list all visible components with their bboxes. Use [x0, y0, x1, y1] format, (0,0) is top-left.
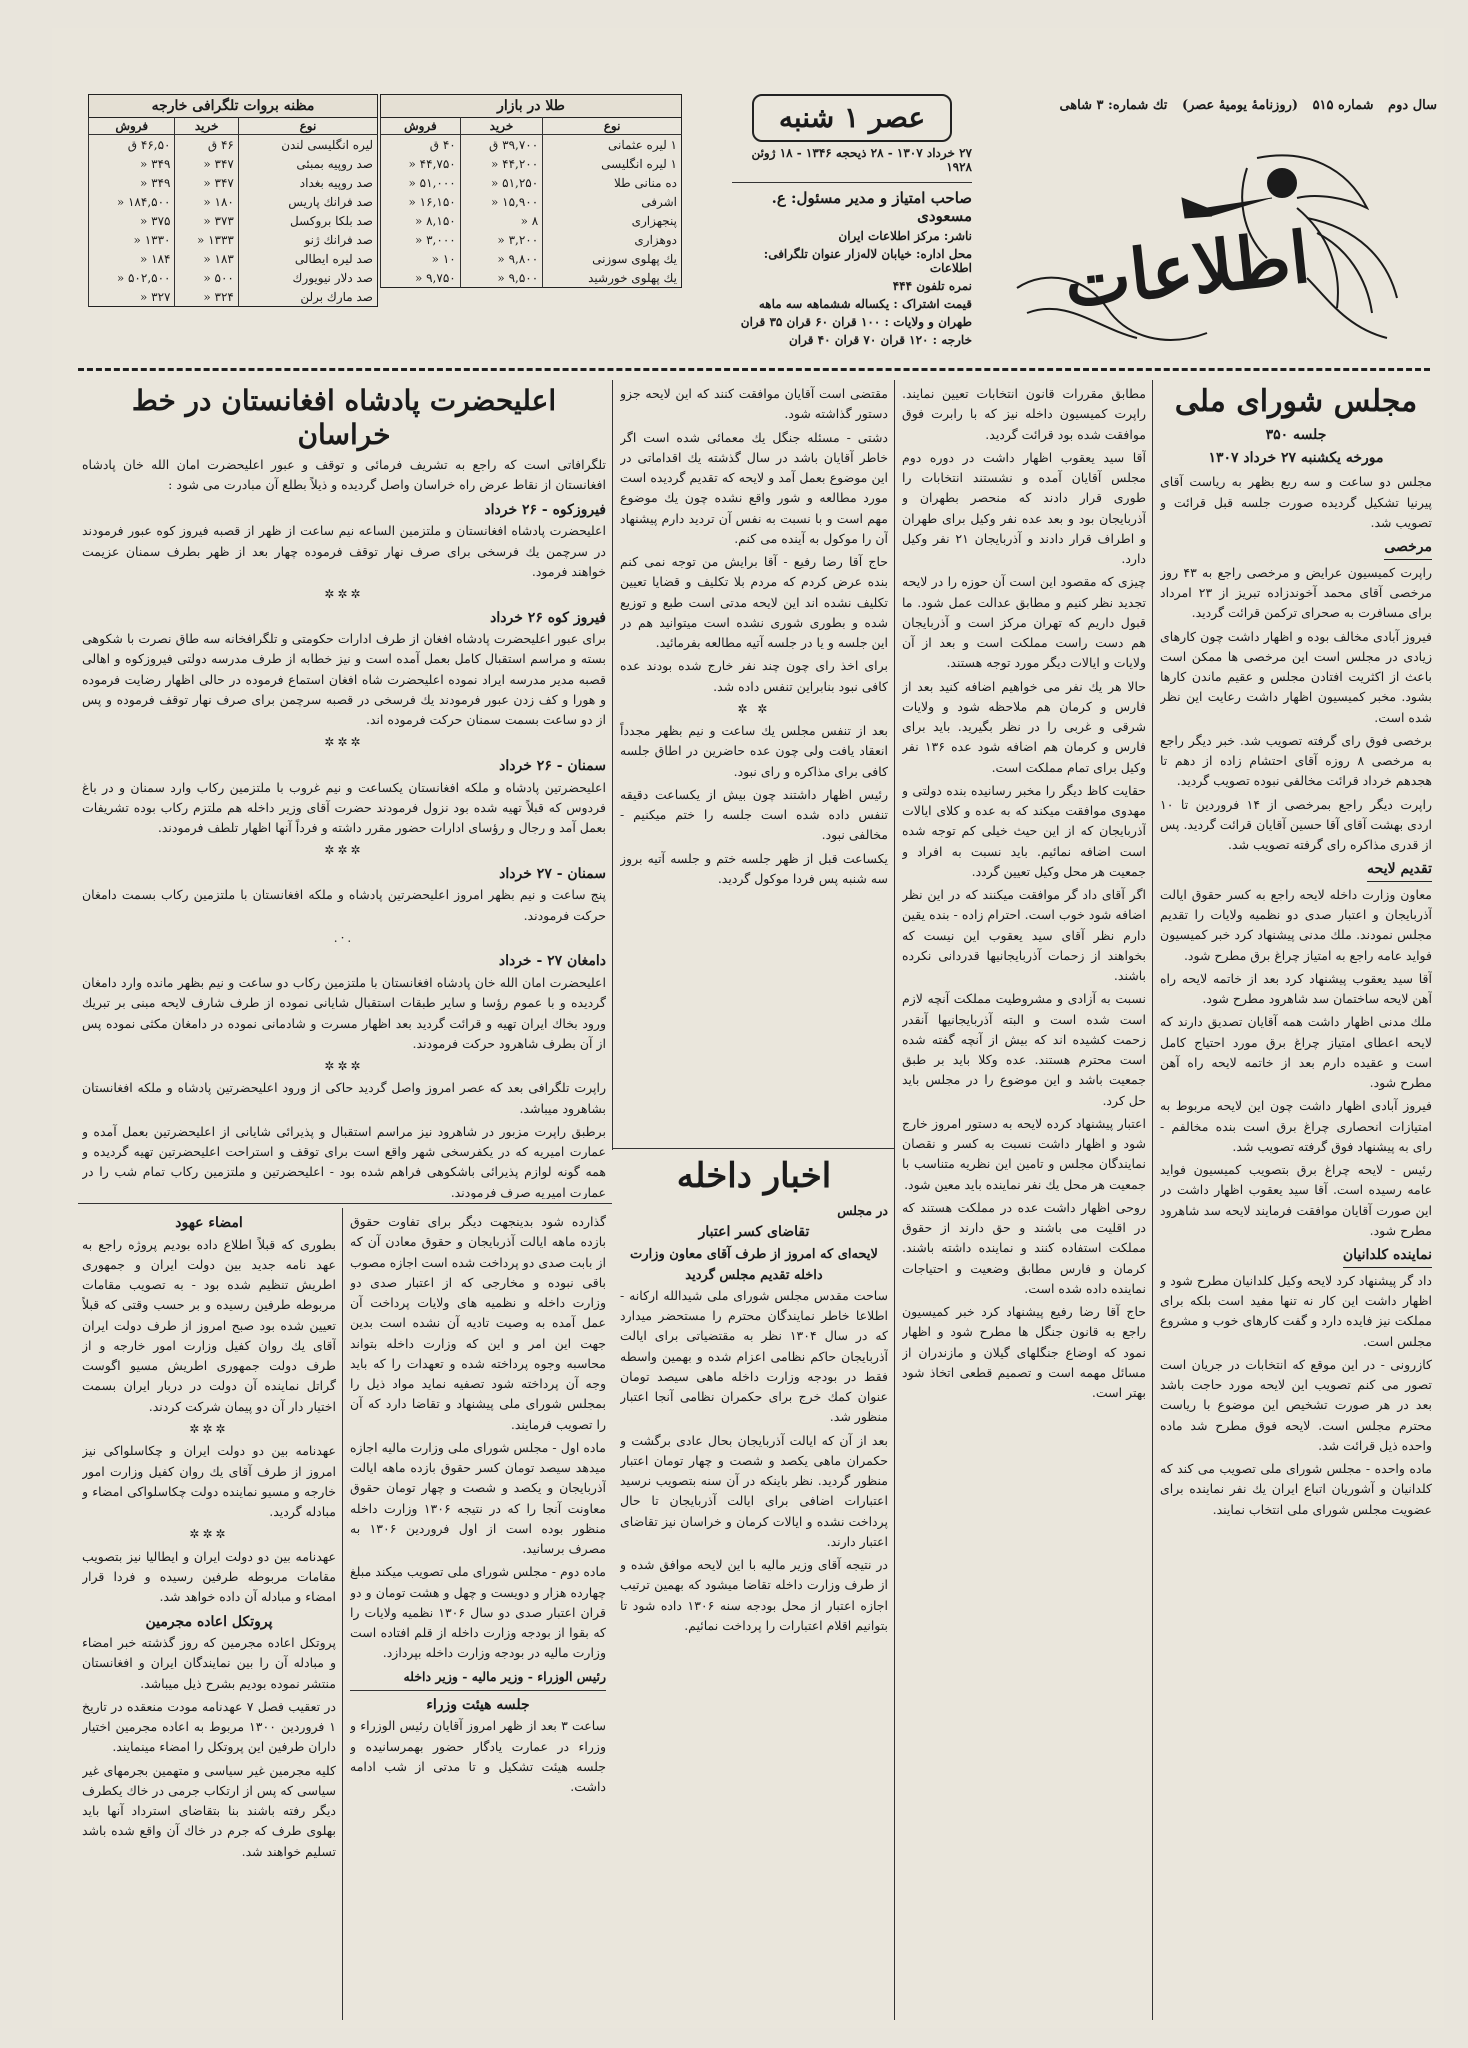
majlis-continued-column	[902, 384, 1146, 2024]
section-ornament: ✲✲✲	[189, 1421, 229, 1436]
exchange-cell-sell: ۳۴۹ «	[89, 173, 175, 192]
exchange-row	[89, 135, 378, 155]
publication-info	[732, 90, 972, 370]
column-rule-4	[342, 1208, 343, 2020]
treaties-column	[82, 1212, 336, 2022]
article-paragraph: برطبق راپرت مزبور در شاهرود نیز مراسم استقبال و پذیرائی شایانی از اعلیحضرتین بعمل آمده و عمارت امیریه که در یکفرسخی شهر واقع است برای توقف و استراحت اعلیحضرتین تهیه گردیده و همه گونه لوازم پذیرائی باشکوهی فراهم شده بود - اعلیحضرتین و ملتزمین رکاب تمام شب را در عمارت امیریه صرف فرمودند.	[82, 1123, 606, 1199]
majlis-bill-heading: تقدیم لایحه	[1367, 858, 1432, 882]
masthead-year: سال دوم	[1388, 98, 1437, 113]
news-item-title: تقاضای کسر اعتبار	[698, 1224, 810, 1241]
gold-cell-buy: ۸ «	[460, 211, 542, 230]
treaties-heading: امضاء عهود	[175, 1215, 243, 1231]
exchange-cell-type: صد روپیه بمبئی	[238, 154, 377, 173]
news-section-rule	[612, 1148, 894, 1149]
gold-cell-sell: ۵۱,۰۰۰ «	[381, 173, 461, 192]
section-ornament: ✲✲✲	[189, 1527, 229, 1542]
gold-row	[381, 230, 682, 249]
exchange-cell-sell: ۳۷۵ «	[89, 211, 175, 230]
bill-signature: رئیس الوزراء - وزیر مالیه - وزیر داخله	[403, 1668, 606, 1684]
exchange-cell-sell: ۳۴۹ «	[89, 154, 175, 173]
domestic-news-title: اخبار داخله	[676, 1156, 832, 1196]
masthead-logo: اطلاعات	[1060, 215, 1314, 324]
gold-cell-buy: ۴۴,۲۰۰ «	[460, 154, 542, 173]
domestic-news-column	[620, 1156, 888, 2022]
gold-cell-type: ۱ لیره عثمانی	[543, 135, 682, 155]
article-paragraph: اعلیحضرت پادشاه افغانستان و ملتزمین الساعه نیم ساعت از ظهر از قصبه فیروز کوه عبور فرمودند در سرچمن یك فرسخی برای صرف نهار توقف فرموده چهار بعد از ظهر بطرف سمنان عزیمت خواهند فرمود.	[82, 523, 606, 579]
majlis-session: جلسه ۳۵۰	[1265, 427, 1327, 443]
afghan-king-article	[82, 384, 606, 1199]
column-paragraph: مقتضی است آقایان موافقت کنند که این لایحه جزو دستور گذاشته شود.	[620, 386, 888, 422]
gold-row	[381, 268, 682, 288]
section-ornament: ✲✲✲	[324, 1059, 364, 1074]
exchange-cell-buy: ۳۴۷ «	[175, 173, 238, 192]
gold-cell-sell: ۳,۰۰۰ «	[381, 230, 461, 249]
majlis-leave-heading: مرخصی	[1384, 536, 1432, 560]
gold-table-caption: طلا در بازار	[380, 94, 682, 117]
gold-cell-type: اشرفی	[543, 192, 682, 211]
exchange-row	[89, 173, 378, 192]
exchange-cell-type: صد بلکا بروکسل	[238, 211, 377, 230]
column-paragraph: حقایت کاظ دیگر را مخبر رسانیده بنده دولتی و مهدوی موافقت میکند که به عده و کلای ایالات آذربایجان که از این حیث خیلی کم توجه شده است اضافه نمائیم. باید نسبت به افراد و جمعیت هر محل وکیل تعیین گردد.	[902, 782, 1146, 879]
column-paragraph: در نتیجه آقای وزیر مالیه با این لایحه موافق شده و از طرف وزارت داخله تقاضا میشود که بهمین ترتیب اجازه اعتبار از محل بودجه سنه ۱۳۰۶ داده شود تا بتوانیم اقلام اعتبارات را پرداخت نمائیم.	[620, 1557, 888, 1633]
exchange-row	[89, 249, 378, 268]
gold-cell-sell: ۹,۷۵۰ «	[381, 268, 461, 288]
gold-row	[381, 192, 682, 211]
exchange-row	[89, 211, 378, 230]
exchange-cell-type: صد روپیه بغداد	[238, 173, 377, 192]
exchange-cell-type: صد دلار نیویورك	[238, 268, 377, 287]
gold-cell-sell: ۴۰ ق	[381, 135, 461, 155]
majlis-paragraph: مجلس دو ساعت و سه ربع بظهر به ریاست آقای پیرنیا تشکیل گردیده صورت جلسه قبل قرائت و تصویب شد.	[1160, 474, 1432, 530]
bill-continued-column	[350, 1212, 606, 2022]
gold-price-table	[380, 94, 682, 288]
masthead-issue: شماره ۵۱۵	[1312, 98, 1374, 113]
gold-row	[381, 173, 682, 192]
article-paragraph: برای عبور اعلیحضرت پادشاه افغان از طرف ادارات حکومتی و تلگرافخانه سه طاق نصرت با شکوهی بسته و مراسم استقبال کامل بعمل آمده است و نیز خطابه از طرف مدرسه دولتی فیروزکوه و اهالی قصبه مدیر مدرسه ایراد نموده اعلیحضرت شاه افغان استماع فرموده در حالی اظهار رضایت فرموده و هورا و کف زدن عبور فرمودند یك فرسخی در قصبه سرچمن برای صرف نهار توقف فرموده و پس از دو ساعت بسمت سمنان حرکت فرموده اند.	[82, 631, 606, 728]
exchange-cell-buy: ۱۸۰ «	[175, 192, 238, 211]
gold-cell-buy: ۹,۸۰۰ «	[460, 249, 542, 268]
gold-cell-sell: ۱۶,۱۵۰ «	[381, 192, 461, 211]
dispatch-heading: سمنان - ۲۶ خرداد	[499, 757, 606, 774]
exchange-row	[89, 154, 378, 173]
masthead-price: تك شماره: ۳ شاهی	[1059, 98, 1168, 113]
gold-cell-buy: ۱۵,۹۰۰ «	[460, 192, 542, 211]
article-paragraph: اعلیحضرتین پادشاه و ملکه افغانستان یکساعت و نیم غروب با ملتزمین رکاب وارد سمنان و در باغ فردوس که قبلاً تهیه شده بود نزول فرمودند حضرت آقای وزیر داخله هم ملتزم رکاب بوده تشریفات بعمل آمد و رجال و رؤسای ادارات حضور مقرر داشته و فرداً آنها اظهار تلطف فرمودند.	[82, 779, 606, 836]
gold-row	[381, 135, 682, 155]
column-paragraph: نسبت به آزادی و مشروطیت مملکت آنچه لازم است شده است و البته آذربایجانیها آنقدر زحمت کشیده اند که بیش از آنچه گفته شده است محترم هستند. عده وکلا باید بر طبق جمعیت باشد و این موضوع را در مجلس باید حل کرد.	[902, 991, 1146, 1108]
column-paragraph: بعد از تنفس مجلس یك ساعت و نیم بظهر مجدداً انعقاد یافت ولی چون عده حاضرین در اطاق جلسه کافی برای مذاکره و رای نبود.	[620, 723, 888, 779]
majlis-paragraph: داد گر پیشنهاد کرد لایحه وکیل کلدانیان مطرح شود و اظهار داشت این کار نه تنها مفید است بلکه برای مملکت نیز فایده دارد و گفت کارهای خوب و مشروع مجلس است.	[1160, 1272, 1432, 1349]
column-paragraph: یکساعت قبل از ظهر جلسه ختم و جلسه آتیه بروز سه شنبه پس فردا موکول گردید.	[620, 850, 888, 886]
article-paragraph: راپرت تلگرافی بعد که عصر امروز واصل گردید حاکی از ورود اعلیحضرتین پادشاه و ملکه افغانستان بشاهرود میباشد.	[82, 1080, 606, 1116]
exchange-cell-sell: ۱۸۴ «	[89, 249, 175, 268]
office-line: محل اداره: خیابان لاله‌زار عنوان تلگرافی: اطلاعات	[763, 247, 972, 275]
exchange-cell-buy: ۳۴۷ «	[175, 154, 238, 173]
majlis-paragraph: ملك مدنی اظهار داشت همه آقایان تصدیق دارند که لایحه اعطای امتیاز چراغ برق مورد احتیاج کامل است و عقیده دارم بعد از خاتمه لایحه راه آهن مطرح شود.	[1160, 1014, 1432, 1091]
majlis-paragraph: فیروز آبادی مخالف بوده و اظهار داشت چون کارهای زیادی در مجلس است این مرخصی ها ممکن است باعث از اکثریت افتادن مجلس و عقیم ماندن کارها بشود. مخبر کمیسیون اظهار داشت رعایت این نظر شده است.	[1160, 628, 1432, 725]
gold-cell-type: پنجهزاری	[543, 211, 682, 230]
exchange-cell-buy: ۳۷۳ «	[175, 211, 238, 230]
column-paragraph: در تعقیب فصل ۷ عهدنامه مودت منعقده در تاریخ ۱ فروردین ۱۳۰۰ مربوط به اعاده مجرمین اختیار داران طرفین این پروتکل را امضاء مینمایند.	[82, 1698, 336, 1755]
subscription-row-2: خارجه : ۱۲۰ قران ۷۰ قران ۴۰ قران	[788, 333, 972, 347]
column-paragraph: چیزی که مقصود این است آن حوزه را در لایحه تجدید نظر کنیم و مطابق عدالت عمل شود. ما قبول داریم که تهران مرکز است و آذربایجان هم دست راست مملکت است و بعد از آن ولایات و ایالات دیگر مورد توجه هستند.	[902, 574, 1146, 671]
gold-cell-buy: ۹,۵۰۰ «	[460, 268, 542, 288]
section-ornament: .·.	[333, 930, 355, 945]
gold-cell-type: یك پهلوی خورشید	[543, 268, 682, 288]
column-paragraph: ساعت ۳ بعد از ظهر امروز آقایان رئیس الوزراء و وزراء در عمارت یادگار حضور بهمرسانیده و جلسه هیئت تشکیل و تا مدتی از شب ادامه داشت.	[350, 1718, 606, 1795]
majlis-paragraph: ماده واحده - مجلس شورای ملی تصویب می کند که کلدانیان و آشوریان اتباع ایران یك نفر نماینده برای عضویت مجلس شورای ملی انتخاب نمایند.	[1160, 1461, 1432, 1517]
gold-row	[381, 211, 682, 230]
column-rule-1	[1152, 380, 1153, 2020]
dispatch-heading: فیروز کوه ۲۶ خرداد	[490, 609, 606, 626]
dispatch-heading: دامغان ۲۷ - خرداد	[498, 953, 606, 970]
gold-cell-type: یك پهلوی سوزنی	[543, 249, 682, 268]
dispatch-heading: سمنان - ۲۷ خرداد	[499, 865, 606, 882]
exchange-table-caption: مظنه بروات تلگرافی خارجه	[88, 94, 378, 117]
column-paragraph: برای اخذ رای چون چند نفر خارج شده بودند عده کافی نبود بنابراین تنفس داده شد.	[620, 658, 888, 694]
majlis-paragraph: رئیس - لایحه چراغ برق بتصویب کمیسیون فواید عامه رسیده است. آقا سید یعقوب اظهار داشت در این صورت آقایان موافقت فرمایند لایحه سد شاهرود مطرح شود.	[1160, 1162, 1432, 1238]
column-paragraph: کلیه مجرمین غیر سیاسی و متهمین بجرمهای غیر سیاسی که پس از ارتکاب جرمی در خاك یکطرف دیگر رفته باشند بنا بتقاضای استرداد آنها باید بهلوی طرف که جرم در خاك آن واقع شده باشد تسلیم خواهند شد.	[82, 1762, 336, 1859]
column-paragraph: بعد از آن که ایالت آذربایجان بحال عادی برگشت و حکمران ماهی یکصد و شصت و چهار تومان اعتبار منظور گردید. نظر باینکه در آن سنه بتصویب نرسید اعتبارات اضافی برای ایالت آذربایجان تا حال پرداخت نشده و ایالات کرمان و خراسان نیز تقاضای اعتبار دارند.	[620, 1432, 888, 1549]
gold-cell-type: ۱ لیره انگلیسی	[543, 154, 682, 173]
section-ornament: ✲ ✲	[737, 701, 771, 716]
gold-cell-type: ده منانی طلا	[543, 173, 682, 192]
majlis-end-column	[620, 384, 888, 1144]
exchange-cell-sell: ۱۸۴,۵۰۰ «	[89, 192, 175, 211]
section-ornament: ✲✲✲	[324, 735, 364, 750]
exchange-cell-buy: ۱۳۳۳ «	[175, 230, 238, 249]
exchange-row	[89, 192, 378, 211]
column-paragraph: مطابق مقررات قانون انتخابات تعیین نمایند. راپرت کمیسیون داخله نیز که با رابرت فوق موافقت شده بود قرائت گردید.	[902, 386, 1146, 442]
majlis-title: مجلس شورای ملی	[1174, 384, 1418, 419]
column-rule-3	[612, 380, 613, 1150]
exchange-cell-type: صد فرانك ژنو	[238, 230, 377, 249]
column-paragraph: اگر آقای داد گر موافقت میکنند که در این نظر اضافه شود خوب است. احترام زاده - بنده یقین دارم نظر آقای سید یعقوب این نیست که بخواهند از زحمات آذربایجانیها قدردانی نکرده باشند.	[902, 887, 1146, 983]
majlis-column	[1160, 384, 1432, 2024]
gold-table-body	[381, 135, 682, 288]
exchange-cell-sell: ۱۳۳۰ «	[89, 230, 175, 249]
majlis-date: مورخه یکشنبه ۲۷ خرداد ۱۳۰۷	[1208, 449, 1384, 466]
exchange-cell-type: لیره انگلیسی لندن	[238, 135, 377, 155]
phone-line: نمره تلفون ۴۴۴	[892, 279, 972, 293]
column-paragraph: عهدنامه بین دو دولت ایران و ایطالیا نیز بتصویب مقامات مربوطه طرفین رسیده و فردا قرار امضاء و مبادله آن داده خواهد شد.	[82, 1548, 336, 1605]
masthead-info-line	[977, 98, 1437, 113]
column-rule-2	[894, 380, 895, 2020]
owner-line: صاحب امتیاز و مدیر مسئول: ع. مسعودی	[732, 182, 972, 225]
issue-date: ۲۷ خرداد ۱۳۰۷ - ۲۸ ذیحجه ۱۳۴۶ - ۱۸ ژوئن ۱۹۲۸	[751, 146, 972, 174]
exchange-cell-buy: ۴۶ ق	[175, 135, 238, 155]
gold-cell-sell: ۴۴,۷۵۰ «	[381, 154, 461, 173]
exchange-row	[89, 268, 378, 287]
gold-cell-type: دوهزاری	[543, 230, 682, 249]
protocol-heading: پروتکل اعاده مجرمین	[145, 1613, 273, 1630]
column-paragraph: اعتبار پیشنهاد کرده لایحه به دستور امروز خارج شود و اظهار داشت نسبت به کسر و نقصان نمایندگان مجلس و تامین این نظریه متناسب با جمعیت هر محل یك نفر نماینده باید معین شود.	[902, 1115, 1146, 1192]
exchange-rate-table	[88, 94, 378, 307]
majlis-paragraph: آقا سید یعقوب پیشنهاد کرد بعد از خاتمه لایحه راه آهن لایحه ساختمان سد شاهرود مطرح شود.	[1160, 970, 1432, 1007]
afghan-end-rule	[78, 1203, 612, 1204]
afghan-article-title: اعلیحضرت پادشاه افغانستان در خط خراسان	[131, 384, 557, 451]
exchange-cell-sell: ۴۶,۵۰ ق	[89, 135, 175, 155]
article-paragraph: تلگرافاتی است که راجع به تشریف فرمائی و توقف و عبور اعلیحضرت امان الله خان پادشاه افغانستان از نقاط عرض راه خراسان واصل گردیده و ذیلاً بطلع آن مبادرت می شود :	[82, 457, 606, 493]
publisher-line: ناشر: مرکز اطلاعات ایران	[838, 229, 972, 243]
column-paragraph: روحی اظهار داشت عده در مملکت هستند که در اقلیت می باشند و حق دارند از حقوق مملکت استفاده کنند و نماینده داشته باشند. کرمان و فارس مطابق وضعیت و احتیاجات نماینده داده شده است.	[902, 1199, 1146, 1296]
exchange-cell-sell: ۳۲۷ «	[89, 287, 175, 307]
gold-cell-buy: ۳,۲۰۰ «	[460, 230, 542, 249]
gold-header-sell: فروش	[381, 118, 461, 135]
masthead-rule	[78, 368, 1430, 371]
exchange-cell-buy: ۳۲۴ «	[175, 287, 238, 307]
exchange-cell-sell: ۵۰۲,۵۰۰ «	[89, 268, 175, 287]
column-paragraph: حاج آقا رضا رفیع - آقا برایش من توجه نمی کنم بنده عرض کردم که مردم بلا تکلیف و قضایا تعیین تکلیف نشده اند این لایحه مدتی است طبع و توزیع شده و بطوری شوری نشده است میتوانید هم در این جلسه و یا در جلسه آتیه مطالعه بفرمائید.	[620, 554, 888, 650]
dispatch-heading: فیروزکوه - ۲۶ خرداد	[484, 501, 606, 518]
exchange-header-type: نوع	[238, 118, 377, 135]
newspaper-sheet	[52, 28, 1444, 2028]
exchange-table-body	[89, 135, 378, 307]
column-paragraph: دشتی - مسئله جنگل یك معمائی شده است اگر خاطر آقایان باشد در سال گذشته یك اقداماتی در این موضوع بعمل آمد و لایحه که تقدیم گردیده است مورد مطالعه و شور واقع نشده چون یك موضوع مهم است و با نسبت به نفس آن تردید دارم پیشنهاد آن را موکول به آینده می کنم.	[620, 429, 888, 546]
article-paragraph: اعلیحضرت امان الله خان پادشاه افغانستان با ملتزمین رکاب دو ساعت و نیم بظهر مانده وارد دامغان گردیده و با عموم رؤسا و سایر طبقات استقبال شایانی نموده از طرف شارف لایحه مبنی بر تبریك ورود بخاك ایران تهیه و قرائت گردید بعد اظهار مسرت و شادمانی نموده در دامغان مکثی نموده پس از آن بطرف شاهرود حرکت فرمودند.	[82, 975, 606, 1051]
column-paragraph: عهدنامه بین دو دولت ایران و چکاسلواکی نیز امروز از طرف آقای یك روان کفیل وزارت امور خارجه و مسیو نماینده دولت چکاسلواکی امضاء و مبادله گردید.	[82, 1443, 336, 1520]
gold-cell-buy: ۵۱,۲۵۰ «	[460, 173, 542, 192]
section-ornament: ✲✲✲	[324, 587, 364, 602]
majlis-paragraph: راپرت کمیسیون عرایض و مرخصی راجع به ۴۳ روز مرخصی آقای محمد آخوندزاده تبریز از ۲۳ امرداد برای مسافرت به صحرای ترکمن قرائت گردید.	[1160, 564, 1432, 621]
column-paragraph: پروتکل اعاده مجرمین که روز گذشته خبر امضاء و مبادله آن را بین نمایندگان ایران و افغانستان منتشر نموده بودیم بشرح ذیل میباشد.	[82, 1635, 336, 1691]
column-paragraph: ساحت مقدس مجلس شورای ملی شیدالله ارکانه - اطلاعا خاطر نمایندگان محترم را مستحضر میدارد که در سال ۱۳۰۴ نظر به مقتضیاتی برای ایالت آذربایجان حاکم نظامی اعزام شده و بهمین واسطه فقط در بودجه وزارت داخله ماهی سیصد تومان عنوان کمك خرج برای حکمران نظامی آنجا اعتبار منظور شد.	[620, 1287, 888, 1425]
day-box: عصر ۱ شنبه	[752, 94, 952, 142]
majlis-paragraph: کازرونی - در این موقع که انتخابات در جریان است تصور می کنم تصویب این لایحه مورد حاجت باشد بعد در هر صورت تشخیص این موضوع با ریاست محترم مجلس است. لایحه فوق مطرح شد ماده واحده ذیل قرائت شد.	[1160, 1356, 1432, 1453]
column-paragraph: بطوری که قبلاً اطلاع داده بودیم پروژه راجع به عهد نامه جدید بین دولت ایران و جمهوری اطریش تنظیم شده بود - به تصویب مقامات مربوطه طرفین رسیده و بر حسب وقتی که قبلاً تعیین شده بود صبح امروز از طرف دولت ایران آقای یك روان کفیل وزارت امور خارجه و از طرف دولت جمهوری اطریش مسیو اگوست گراتل نماینده آن دولت در دربار ایران بسمت اختیار دار آن دو پیمان شرکت کردند.	[82, 1236, 336, 1414]
column-paragraph: گذارده شود بدینجهت دیگر برای تفاوت حقوق بازده ماهه ایالت آذربایجان و حقوق معادن آن که از بابت صدی دو پرداخت شده است اجازه مصوب باقی نبوده و مخارجی که از اعتبار صدی دو وزارت داخله و نظمیه های ولایات پرداخت آن عمل آمده به وصیت تادیه آن نشده است بدین جهت این امر و این که وزارت داخله بتواند محاسبه وجوه پرداخته شده و تعهدات را که باید وجه آن پرداخته شود تصفیه نماید مواد ذیل را بمجلس شورای ملی پیشنهاد و تقاضا دارد که آن را تصویب فرمایند.	[350, 1214, 606, 1432]
cabinet-heading: جلسه هیئت وزراء	[350, 1690, 606, 1717]
gold-row	[381, 154, 682, 173]
exchange-row	[89, 287, 378, 307]
majlis-kaldani-heading: نماینده کلدانیان	[1343, 1244, 1432, 1268]
majlis-paragraph: فیروز آبادی اظهار داشت چون این لایحه مربوط به امتیازات انحصاری چراغ برق است بنده مخالفم - رای به پیشنهاد فوق گرفته تصویب شد.	[1160, 1098, 1432, 1154]
section-ornament: ✲✲✲	[324, 843, 364, 858]
gold-row	[381, 249, 682, 268]
majlis-paragraph: معاون وزارت داخله لایحه راجع به کسر حقوق ایالت آذربایجان و اعتبار صدی دو نظمیه ولایات را تقدیم مجلس نمودند. ملك مدنی پیشنهاد کرد خبر کمیسیون فواید عامه راجع به امتیاز چراغ برق مطرح شود.	[1160, 886, 1432, 963]
majlis-paragraph: برخصی فوق رای گرفته تصویب شد. خبر دیگر راجع به مرخصی ۸ روزه آقای احتشام زاده از دهم تا هجدهم خرداد قرائت مخالفی نبوده تصویب گردید.	[1160, 732, 1432, 789]
column-paragraph: ماده دوم - مجلس شورای ملی تصویب میکند مبلغ چهارده هزار و دویست و چهل و هشت تومان و دو قران اعتبار صدی دو سال ۱۳۰۶ نظمیه ولایات را که بقوا از بودجه وزارت داخله از قلم افتاده است وزارت مالیه در بودجه وزارت داخله بپردازد.	[350, 1564, 606, 1661]
exchange-cell-type: صد لیره ایطالی	[238, 249, 377, 268]
gold-header-type: نوع	[543, 118, 682, 135]
column-paragraph: رئیس اظهار داشتند چون بیش از یکساعت دقیقه تنفس داده شده است جلسه را ختم میکنیم - مخالفی نبود.	[620, 786, 888, 843]
column-paragraph: حاج آقا رضا رفیع پیشنهاد کرد خبر کمیسیون راجع به قانون جنگل ها مطرح شود و اظهار نمود که اوضاع جنگلهای گیلان و مازندران از مسائل مهمه است و تصمیم قطعی اتخاذ شود بهتر است.	[902, 1304, 1146, 1400]
gold-cell-buy: ۳۹,۷۰۰ ق	[460, 135, 542, 155]
exchange-row	[89, 230, 378, 249]
gold-cell-sell: ۱۰ «	[381, 249, 461, 268]
exchange-cell-type: صد مارك برلن	[238, 287, 377, 307]
exchange-cell-buy: ۱۸۳ «	[175, 249, 238, 268]
majlis-paragraph: راپرت دیگر راجع بمرخصی از ۱۴ فروردین تا ۱۰ اردی بهشت آقای آقا حسین آقایان قرائت گردید. پس از قدری مذاکره رای گرفته تصویب شد.	[1160, 796, 1432, 853]
gold-cell-sell: ۸,۱۵۰ «	[381, 211, 461, 230]
gold-header-buy: خرید	[460, 118, 542, 135]
exchange-cell-type: صد فرانك پاریس	[238, 192, 377, 211]
exchange-cell-buy: ۵۰۰ «	[175, 268, 238, 287]
column-paragraph: ماده اول - مجلس شورای ملی وزارت مالیه اجازه میدهد سیصد تومان کسر حقوق بازده ماهه ایالت آذربایجان و یکصد و شصت و چهار تومان حقوق معاونت آنجا را که در نتیجه ۱۳۰۶ وزارت داخله منظور بوده است از اول فروردین ۱۳۰۶ به مصرف برسانید.	[350, 1439, 606, 1556]
domestic-news-subhead: در مجلس	[837, 1202, 888, 1218]
masthead-type: (روزنامهٔ یومیهٔ عصر)	[1181, 98, 1299, 113]
exchange-header-sell: فروش	[89, 118, 175, 135]
subscription-row-1: طهران و ولایات : ۱۰۰ قران ۶۰ قران ۳۵ قران	[740, 315, 972, 329]
subscription-title: قیمت اشتراک : یکساله ششماهه سه ماهه	[758, 297, 972, 311]
exchange-header-buy: خرید	[175, 118, 238, 135]
column-paragraph: حالا هر یك نفر می خواهیم اضافه کنید بعد از فارس و کرمان هم ملاحظه شود و ولایات شرقی و غربی را در نظر بگیرید. باید برای فارس و کرمان هم اضافه شود عده ۱۳۶ نفر وکیل برای تمام مملکت است.	[902, 678, 1146, 775]
article-paragraph: پنج ساعت و نیم بظهر امروز اعلیحضرتین پادشاه و ملکه افغانستان با ملتزمین رکاب بسمت دامغان حرکت فرمودند.	[82, 887, 606, 923]
column-paragraph: آقا سید یعقوب اظهار داشت در دوره دوم مجلس آقایان آمده و نشستند انتخابات را طوری قرار دادند که منحصر بطهران و آذربایجان بود و بعد عده نفر وکیل برای طهران و اطراف قرار دادند و آذربایجان ۲۱ نفر وکیل دارد.	[902, 449, 1146, 566]
news-item-subtitle: لایحه‌ای که امروز از طرف آقای معاون وزارت داخله تقدیم مجلس گردید	[630, 1246, 878, 1283]
